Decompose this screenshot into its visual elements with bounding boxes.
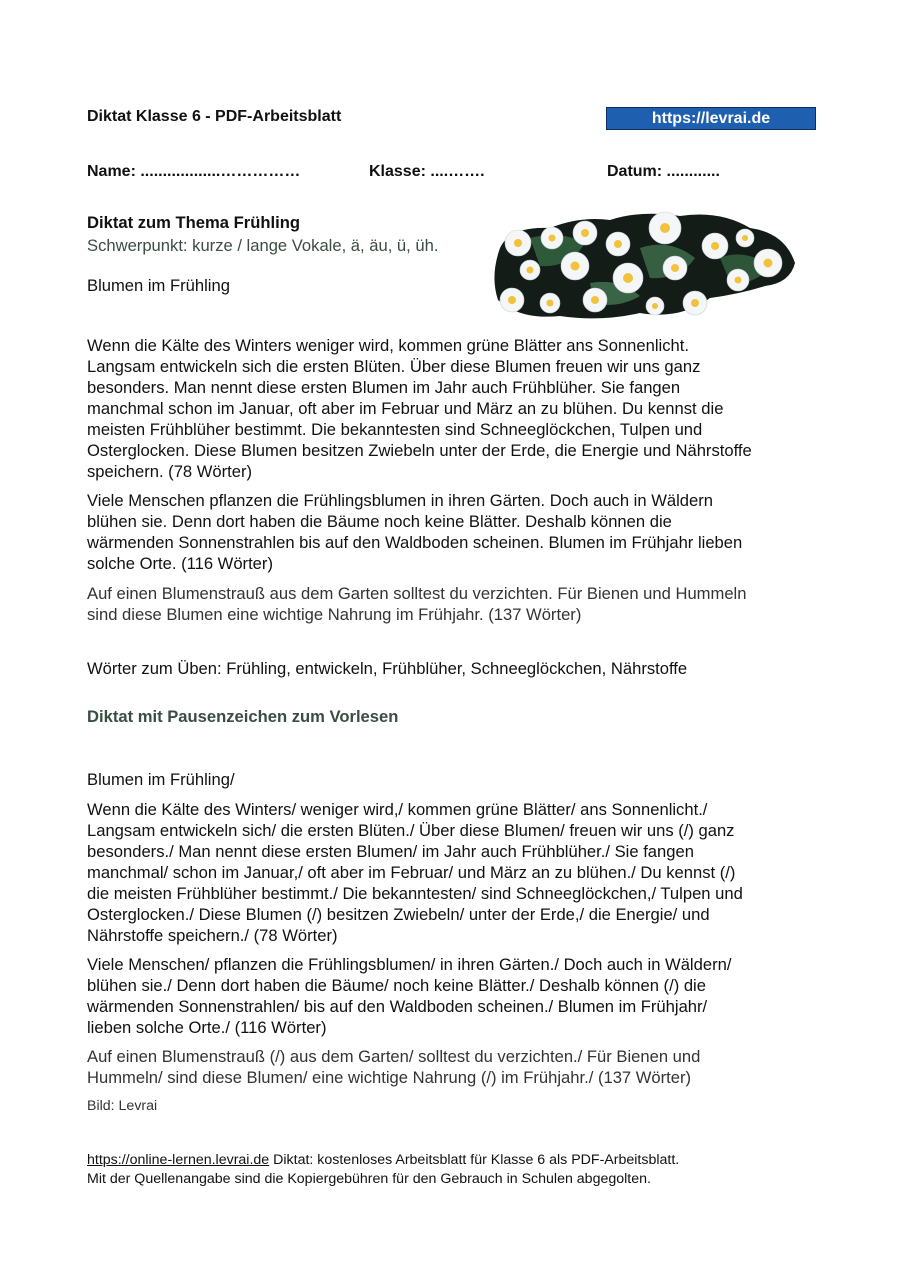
dictation-paragraph-2: Viele Menschen pflanzen die Frühlingsblumen in ihren Gärten. Doch auch in Wäldern blühen sie. Denn dort haben die Bäume noch keine Blätter. Deshalb können die wärmenden Sonnenstrahlen bis auf den Waldboden scheinen. Blumen im Frühjahr lieben solche Orte. (116 Wörter) xyxy=(87,491,743,573)
pause-section-heading: Diktat mit Pausenzeichen zum Vorlesen xyxy=(87,707,399,726)
footer-line-1 xyxy=(87,1150,679,1170)
footer-line-2: Mit der Quellenangabe sind die Kopiergebühren für den Gebrauch in Schulen abgegolten. xyxy=(87,1171,651,1187)
pause-section-title: Blumen im Frühling/ xyxy=(87,770,235,789)
date-field: Datum: ............ xyxy=(607,163,720,180)
image-credit: Bild: Levrai xyxy=(87,1098,158,1114)
dictation-paragraph-3: Auf einen Blumenstrauß aus dem Garten solltest du verzichten. Für Bienen und Hummeln sind diese Blumen eine wichtige Nahrung im Frühjahr. (137 Wörter) xyxy=(87,584,747,624)
focus-text: Schwerpunkt: kurze / lange Vokale, ä, äu, ü, üh. xyxy=(87,236,439,255)
pause-paragraph-1: Wenn die Kälte des Winters/ weniger wird,/ kommen grüne Blätter/ ans Sonnenlicht./ Langsam entwickeln sich/ die ersten Blüten./ Über diese Blumen/ freuen wir uns (/) ganz besonders./ Man nennt diese ersten Blumen/ im Jahr auch Frühblüher./ Sie fangen manchmal/ schon im Januar,/ oft aber im Februar/ und März an zu blühen./ Du kennst (/) die meisten Frühblüher bestimmt./ Die bekanntesten/ sind Schneeglöckchen,/ Tulpen und Osterglocken./ Diese Blumen (/) besitzen Zwiebeln/ unter der Erde,/ die Energie/ und Nährstoffe speichern./ (78 Wörter) xyxy=(87,800,743,945)
dictation-title: Blumen im Frühling xyxy=(87,276,230,295)
worksheet-title: Diktat Klasse 6 - PDF-Arbeitsblatt xyxy=(87,108,342,125)
daisy-flowers-image xyxy=(490,208,800,324)
footer-description: Diktat: kostenloses Arbeitsblatt für Klasse 6 als PDF-Arbeitsblatt. xyxy=(269,1152,680,1168)
class-field: Klasse: ....……. xyxy=(369,163,485,180)
pause-paragraph-2: Viele Menschen/ pflanzen die Frühlingsblumen/ in ihren Gärten./ Doch auch in Wäldern/ blühen sie./ Denn dort haben die Bäume/ noch keine Blätter./ Deshalb können (/) die wärmenden Sonnenstrahlen/ bis auf den Waldboden scheinen./ Blumen im Frühjahr/ lieben solche Orte./ (116 Wörter) xyxy=(87,955,732,1037)
name-field: Name: ..................…………… xyxy=(87,163,301,180)
practice-words: Wörter zum Üben: Frühling, entwickeln, Frühblüher, Schneeglöckchen, Nährstoffe xyxy=(87,659,688,678)
dictation-paragraph-1: Wenn die Kälte des Winters weniger wird, kommen grüne Blätter ans Sonnenlicht. Langsam entwickeln sich die ersten Blüten. Über diese Blumen freuen wir uns ganz besonders. Man nennt diese ersten Blumen im Jahr auch Frühblüher. Sie fangen manchmal schon im Januar, oft aber im Februar und März an zu blühen. Du kennst die meisten Frühblüher bestimmt. Die bekanntesten sind Schneeglöckchen, Tulpen und Osterglocken. Diese Blumen besitzen Zwiebeln unter der Erde, die Energie und Nährstoffe speichern. (78 Wörter) xyxy=(87,336,752,481)
topic-heading: Diktat zum Thema Frühling xyxy=(87,213,300,232)
footer-link[interactable]: https://online-lernen.levrai.de xyxy=(87,1152,270,1168)
pause-paragraph-3: Auf einen Blumenstrauß (/) aus dem Garten/ solltest du verzichten./ Für Bienen und Hummeln/ sind diese Blumen/ eine wichtige Nahrung (/) im Frühjahr./ (137 Wörter) xyxy=(87,1047,701,1087)
site-link-button[interactable]: https://levrai.de xyxy=(606,107,816,130)
